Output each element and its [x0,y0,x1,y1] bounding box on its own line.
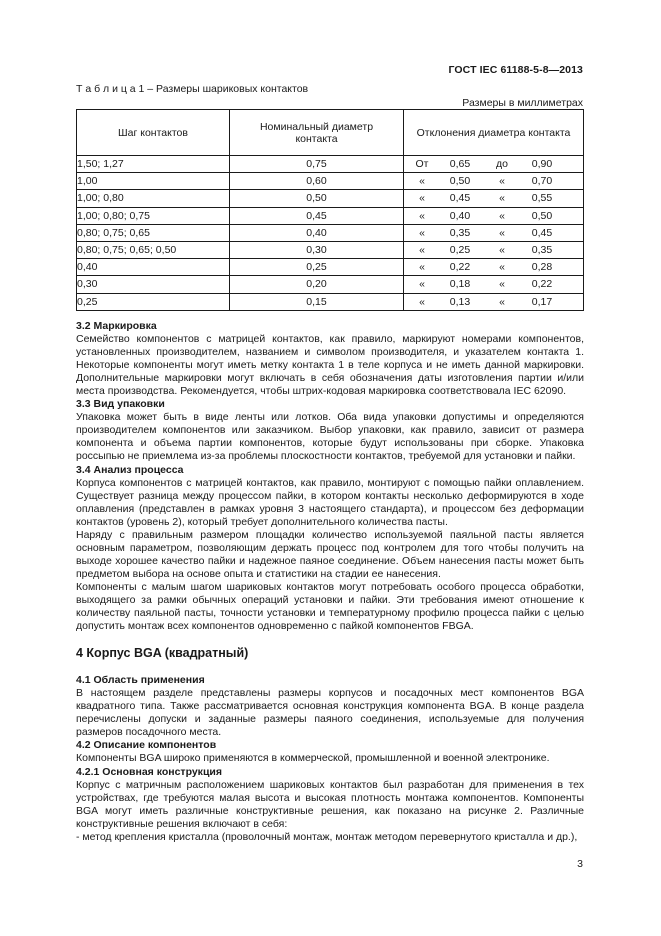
ball-dimensions-table [76,109,584,311]
deviation-to: до [496,158,508,171]
table-row [77,207,584,224]
table-row [77,293,584,310]
cell-deviation [404,241,584,258]
cell-deviation [404,156,584,173]
cell-pitch: 1,00; 0,80; 0,75 [77,207,230,224]
table-caption: Т а б л и ц а 1 – Размеры шариковых контактов [76,83,309,95]
section-3-4-title: 3.4 Анализ процесса [76,463,184,476]
section-3-3-paragraph: Упаковка может быть в виде ленты или лотков. Оба вида упаковки допустимы и определяются производителем компонентов или заказчиком. Выбор упаковки, как правило, зависит от размера компонента и объема партии компонентов, которые будут использованы при сборке. Упаковка россыпью не приемлема из-за проблемы плоскостности контактов, требуемой для установки и пайки. [76,411,584,463]
section-3-4-paragraph-2: Наряду с правильным размером площадки количество используемой паяльной пасты является основным параметром, позволяющим держать процесс под контролем для того чтобы получить на выходе хорошее качество пайки и надежное паяное соединение. Объем нанесения пасты может быть предметом выбора на основе опыта и статистики на стадии ее нанесения. [76,528,584,580]
section-4-2-title: 4.2 Описание компонентов [76,739,217,752]
deviation-to: « [499,192,505,205]
section-4-title: 4 Корпус BGA (квадратный) [76,646,249,661]
deviation-from: « [419,192,425,205]
table-row [77,156,584,173]
deviation-max: 0,55 [531,192,553,205]
cell-nominal: 0,15 [230,293,404,310]
deviation-max: 0,28 [531,261,553,274]
col-header-deviation: Отклонения диаметра контакта [404,110,584,156]
deviation-max: 0,45 [531,226,553,239]
cell-deviation [404,293,584,310]
cell-deviation [404,224,584,241]
cell-deviation [404,173,584,190]
deviation-max: 0,17 [531,295,553,308]
deviation-min: 0,65 [449,158,471,171]
deviation-min: 0,40 [449,209,471,222]
deviation-max: 0,22 [531,278,553,291]
deviation-to: « [499,261,505,274]
section-3-4-paragraph-1: Корпуса компонентов с матрицей контактов, как правило, монтируют с помощью пайки оплавлением. Существует разница между процессом пайки, в котором контакты несколько деформируются в ходе оплавления (представлен в рамках уровня 3 настоящего стандарта), и процессом без деформации контактов (уровень 2), который требует дополнительного количества пасты. [76,476,584,528]
deviation-min: 0,22 [449,261,471,274]
cell-nominal: 0,20 [230,276,404,293]
section-3-3-title: 3.3 Вид упаковки [76,398,165,411]
deviation-max: 0,70 [531,175,553,188]
deviation-from: « [419,226,425,239]
cell-pitch: 1,50; 1,27 [77,156,230,173]
table-units: Размеры в миллиметрах [462,97,583,109]
section-4-2-1-list-item: - метод крепления кристалла (проволочный монтаж, монтаж методом перевернутого кристалла и др.), [76,830,578,843]
deviation-min: 0,13 [449,295,471,308]
section-4-2-1-title: 4.2.1 Основная конструкция [76,765,222,778]
cell-pitch: 0,25 [77,293,230,310]
deviation-from: « [419,175,425,188]
cell-pitch: 0,80; 0,75; 0,65 [77,224,230,241]
deviation-max: 0,50 [531,209,553,222]
deviation-to: « [499,295,505,308]
deviation-from: « [419,209,425,222]
table-row [77,190,584,207]
cell-deviation [404,259,584,276]
table-row [77,224,584,241]
cell-nominal: 0,25 [230,259,404,276]
table-row [77,259,584,276]
cell-deviation [404,190,584,207]
deviation-to: « [499,244,505,257]
deviation-min: 0,18 [449,278,471,291]
cell-pitch: 1,00 [77,173,230,190]
deviation-from: « [419,295,425,308]
cell-pitch: 0,80; 0,75; 0,65; 0,50 [77,241,230,258]
deviation-to: « [499,209,505,222]
section-4-2-1-paragraph-1: Корпус с матричным расположением шариковых контактов был разработан для применения в тех устройствах, где требуются малая высота и высокая плотность монтажа компонентов. Компоненты BGA могут иметь различные конструктивные решения, как показано на рисунке 2. Различные конструктивные решения включают в себя: [76,778,584,830]
cell-nominal: 0,40 [230,224,404,241]
deviation-max: 0,35 [531,244,553,257]
deviation-to: « [499,278,505,291]
cell-nominal: 0,75 [230,156,404,173]
cell-pitch: 0,40 [77,259,230,276]
section-4-2-paragraph: Компоненты BGA широко применяются в коммерческой, промышленной и военной электронике. [76,752,550,765]
deviation-to: « [499,226,505,239]
deviation-from: « [419,278,425,291]
table-row [77,173,584,190]
cell-nominal: 0,45 [230,207,404,224]
section-4-1-paragraph: В настоящем разделе представлены размеры корпусов и посадочных мест компонентов BGA квадратного типа. Также рассматривается основная конструкция компонента BGA. В конце раздела перечислены допуски и заданные размеры паяного соединения, используемые для получения размеров посадочного места. [76,687,584,739]
deviation-min: 0,50 [449,175,471,188]
deviation-from: « [419,244,425,257]
section-3-4-paragraph-3: Компоненты с малым шагом шариковых контактов могут потребовать особого процесса обработки, выходящего за рамки обычных операций установки и пайки. Эти требования имеют отношение к количеству паяльной пасты, точности установки и температурному профилю процесса пайки с целью допустить монтаж всех компонентов одновременно с пайкой компонентов FBGA. [76,580,584,633]
table-row [77,276,584,293]
col-header-nominal: Номинальный диаметр контакта [230,110,404,156]
deviation-from: « [419,261,425,274]
deviation-to: « [499,175,505,188]
table-header-row [77,110,584,156]
page-number: 3 [577,858,583,870]
cell-pitch: 0,30 [77,276,230,293]
cell-nominal: 0,30 [230,241,404,258]
deviation-from: От [415,158,429,171]
standard-header: ГОСТ IEC 61188-5-8—2013 [448,64,583,76]
deviation-min: 0,25 [449,244,471,257]
cell-nominal: 0,50 [230,190,404,207]
cell-pitch: 1,00; 0,80 [77,190,230,207]
section-4-1-title: 4.1 Область применения [76,674,205,687]
table-row [77,241,584,258]
cell-nominal: 0,60 [230,173,404,190]
document-body [76,320,584,844]
section-3-2-paragraph: Семейство компонентов с матрицей контактов, как правило, маркируют номерами компонентов, установленных производителем, названием и символом производителя, и указателем контакта 1. Некоторые компоненты могут иметь метку контакта 1 в теле корпуса и не иметь данной маркировки. Дополнительные маркировки могут включать в себя обозначения даты изготовления партии и/или места производства. Рекомендуется, чтобы штрих-кодовая маркировка соответствовала IEC 62090. [76,333,584,398]
deviation-min: 0,45 [449,192,471,205]
deviation-min: 0,35 [449,226,471,239]
cell-deviation [404,207,584,224]
col-header-pitch: Шаг контактов [77,110,230,156]
deviation-max: 0,90 [531,158,553,171]
section-3-2-title: 3.2 Маркировка [76,320,157,332]
cell-deviation [404,276,584,293]
